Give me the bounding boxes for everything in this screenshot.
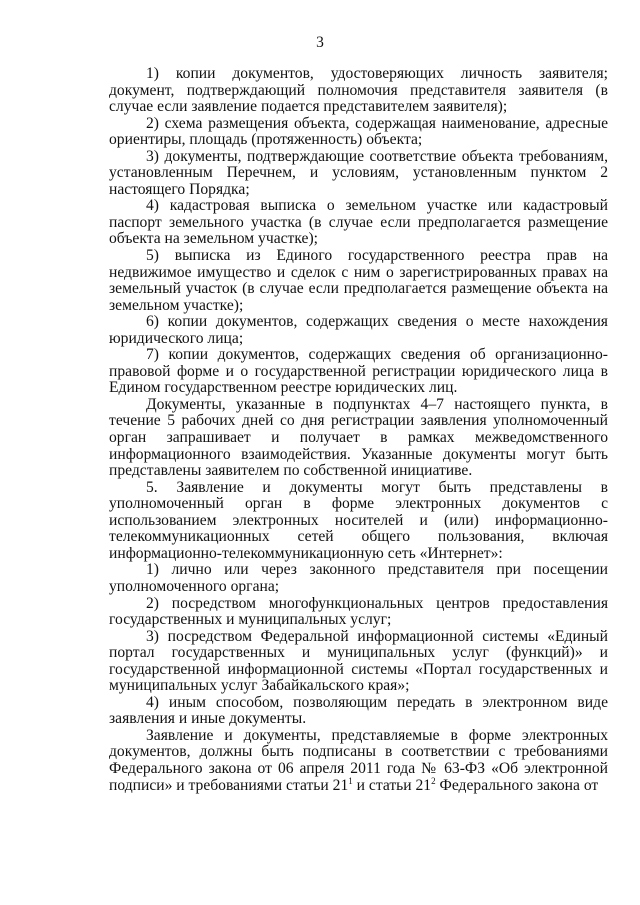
article-superscript-a: 1: [348, 775, 353, 786]
document-body: [109, 66, 608, 794]
paragraph-section-5-electronic-submission: 5. Заявление и документы могут быть представлены в уполномоченный орган в форме электронных документов с использованием электронных носителей и (или) информационно-телекоммуникационных сетей общего пользования, включая информационно-телекоммуникационную сеть «Интернет»:: [109, 478, 608, 562]
paragraph-item-7-legal-form-docs: 7) копии документов, содержащих сведения об организационно-правовой форме и о государственной регистрации юридического лица в Едином государственном реестре юридических лиц.: [109, 346, 608, 397]
signature-text-part-b: и статьи 21: [352, 776, 432, 794]
paragraph-interagency-request: Документы, указанные в подпунктах 4–7 настоящего пункта, в течение 5 рабочих дней со дня регистрации заявления уполномоченный орган запрашивает и получает в рамках межведомственного информационного взаимодействия. Указанные документы могут быть представлены заявителем по собственной инициативе.: [109, 395, 608, 480]
paragraph-item-4-cadastral-extract: 4) кадастровая выписка о земельном участке или кадастровый паспорт земельного участка (в случае если предполагается размещение объекта на земельном участке);: [109, 197, 608, 248]
signature-text-part-a: Заявление и документы, представляемые в форме электронных документов, должны быть подписаны в соответствии с требованиями Федерального закона от 06 апреля 2011 года № 63-ФЗ «Об электронной подписи» и требованиями статьи 21: [109, 726, 608, 794]
paragraph-electronic-signature: [109, 728, 608, 794]
paragraph-item-1-identity-docs: 1) копии документов, удостоверяющих личность заявителя; документ, подтверждающий полномочия представителя заявителя (в случае если заявление подается представителем заявителя);: [109, 65, 608, 116]
paragraph-item-3-conformity-docs: 3) документы, подтверждающие соответствие объекта требованиям, установленным Перечнем, и условиям, установленным пунктом 2 настоящего Порядка;: [109, 147, 608, 198]
paragraph-method-3-portal: 3) посредством Федеральной информационной системы «Единый портал государственных и муниципальных услуг (функций)» и государственной информационной системы «Портал государственных и муниципальных услуг Забайкальского края»;: [109, 627, 608, 695]
signature-text-part-c: Федерального закона от: [435, 776, 599, 794]
article-superscript-b: 2: [431, 775, 436, 786]
paragraph-item-2-placement-scheme: 2) схема размещения объекта, содержащая наименование, адресные ориентиры, площадь (протяженность) объекта;: [109, 114, 608, 149]
paragraph-item-6-location-docs: 6) копии документов, содержащих сведения о месте нахождения юридического лица;: [109, 313, 608, 347]
page-number: 3: [316, 34, 324, 51]
paragraph-method-2-mfc: 2) посредством многофункциональных центров предоставления государственных и муниципальных услуг;: [109, 594, 608, 629]
paragraph-item-5-registry-extract: 5) выписка из Единого государственного реестра прав на недвижимое имущество и сделок с ним о зарегистрированных правах на земельный участок (в случае если предполагается размещение объекта на земельном участке);: [109, 247, 608, 314]
paragraph-method-1-in-person: 1) лично или через законного представителя при посещении уполномоченного органа;: [109, 561, 608, 595]
paragraph-method-4-other: 4) иным способом, позволяющим передать в электронном виде заявления и иные документы.: [109, 693, 608, 728]
